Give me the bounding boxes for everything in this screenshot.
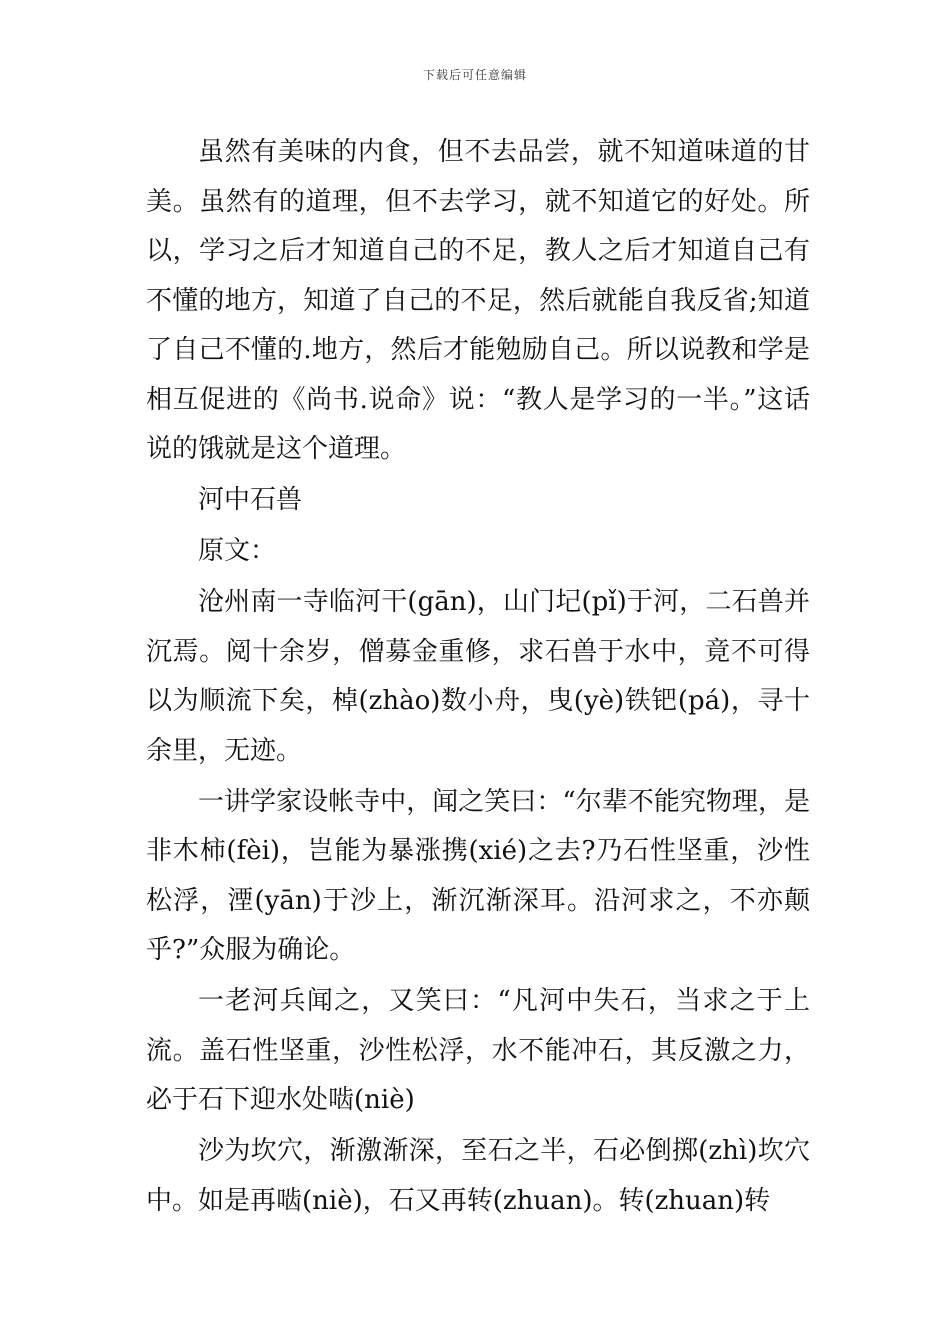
section-title: 河中石兽	[198, 485, 303, 515]
paragraph-river-soldier-view: 一老河兵闻之，又笑曰：“凡河中失石，当求之于上流。盖石性坚重，沙性松浮，水不能冲石，其反激之力，必于石下迎水处啮(niè)	[146, 986, 810, 1115]
paragraph-continued-explanation: 沙为坎穴，渐激渐深，至石之半，石必倒掷(zhì)坎穴中。如是再啮(niè)，石又再转(zhuan)。转(zhuan)转	[146, 1136, 810, 1216]
document-body	[146, 128, 810, 1228]
original-text-label: 原文：	[198, 536, 277, 566]
paragraph-temple-story: 沧州南一寺临河干(gān)，山门圮(pǐ)于河，二石兽并沉焉。阅十余岁，僧募金重修，求石兽于水中，竟不可得以为顺流下矣，棹(zhào)数小舟，曳(yè)铁钯(pá)，寻十余里，无迹。	[146, 587, 810, 766]
paragraph-learning-and-teaching: 虽然有美味的内食，但不去品尝，就不知道味道的甘美。虽然有的道理，但不去学习，就不知道它的好处。所以，学习之后才知道自己的不足，教人之后才知道自己有不懂的地方，知道了自己的不足，然后就能自我反省;知道了自己不懂的.地方，然后才能勉励自己。所以说教和学是相互促进的《尚书.说命》说：“教人是学习的一半。”这话说的饿就是这个道理。	[146, 137, 810, 464]
page-header: 下载后可任意编辑	[422, 68, 527, 82]
paragraph-scholar-view: 一讲学家设帐寺中，闻之笑曰：“尔辈不能究物理，是非木柿(fèi)，岂能为暴涨携(xié)之去?乃石性坚重，沙性松浮，湮(yān)于沙上，渐沉渐深耳。沿河求之，不亦颠乎?”众服为确论。	[146, 786, 810, 965]
